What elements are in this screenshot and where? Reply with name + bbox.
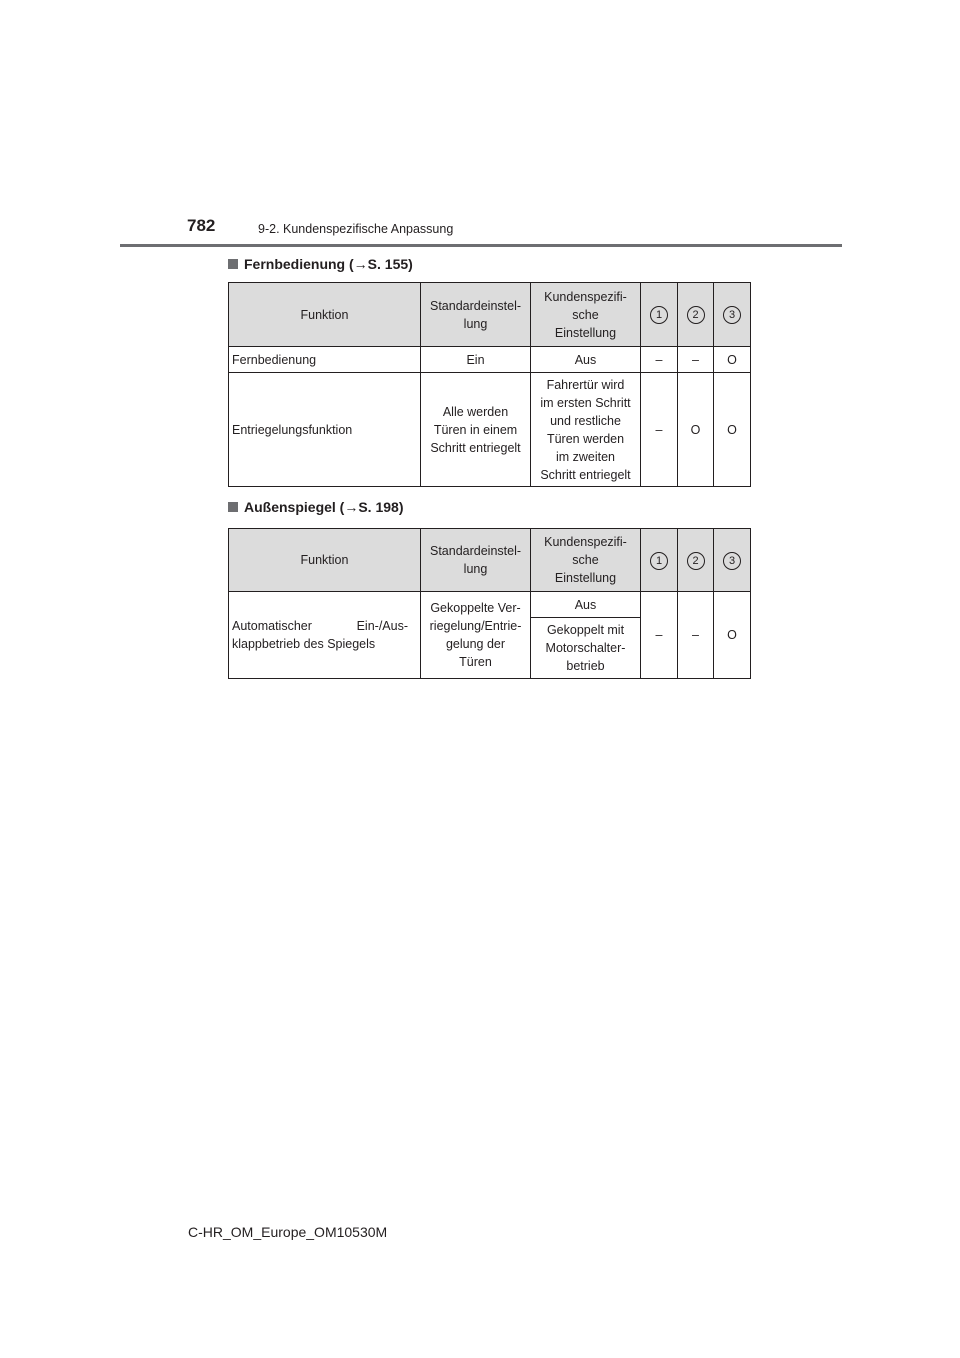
circled-number: 3 (723, 552, 741, 570)
cell-default: Alle werden Türen in einem Schritt entriegelt (421, 373, 531, 487)
square-bullet-icon (228, 502, 238, 512)
column-header: Kundenspezifi- sche Einstellung (531, 283, 641, 347)
table-aussenspiegel (228, 528, 751, 679)
table-header-row (229, 529, 751, 592)
cell-function: Entriegelungsfunktion (229, 373, 421, 487)
cell-function: Fernbedienung (229, 347, 421, 373)
cell-c3: O (714, 592, 751, 679)
heading-text: Außenspiegel (→S. 198) (244, 499, 404, 515)
cell-c2: – (678, 592, 714, 679)
cell-c2: – (678, 347, 714, 373)
column-header: Funktion (229, 283, 421, 347)
heading-fernbedienung (228, 256, 413, 272)
circled-number: 3 (723, 306, 741, 324)
cell-custom: Gekoppelt mit Motorschalter- betrieb (531, 618, 641, 679)
column-header (714, 283, 751, 347)
cell-default: Ein (421, 347, 531, 373)
column-header (714, 529, 751, 592)
circled-number: 1 (650, 552, 668, 570)
cell-custom: Aus (531, 592, 641, 618)
column-header (641, 283, 678, 347)
column-header (678, 283, 714, 347)
column-header: Standardeinstel- lung (421, 529, 531, 592)
column-header: Funktion (229, 529, 421, 592)
cell-c3: O (714, 373, 751, 487)
circled-number: 2 (687, 552, 705, 570)
square-bullet-icon (228, 259, 238, 269)
cell-c1: – (641, 592, 678, 679)
cell-c1: – (641, 347, 678, 373)
cell-c3: O (714, 347, 751, 373)
cell-c2: O (678, 373, 714, 487)
header-rule (120, 244, 842, 247)
column-header: Kundenspezifi- sche Einstellung (531, 529, 641, 592)
table-fernbedienung (228, 282, 751, 487)
heading-text: Fernbedienung (→S. 155) (244, 256, 413, 272)
table-row (229, 373, 751, 487)
column-header: Standardeinstel- lung (421, 283, 531, 347)
circled-number: 1 (650, 306, 668, 324)
cell-custom: Fahrertür wird im ersten Schritt und restliche Türen werden im zweiten Schritt entriegelt (531, 373, 641, 487)
cell-default: Gekoppelte Ver- riegelung/Entrie- gelung der Türen (421, 592, 531, 679)
table-row (229, 592, 751, 618)
heading-aussenspiegel (228, 499, 403, 515)
section-title: 9-2. Kundenspezifische Anpassung (258, 222, 454, 236)
table-header-row (229, 283, 751, 347)
circled-number: 2 (687, 306, 705, 324)
footer-doc-id: C-HR_OM_Europe_OM10530M (188, 1224, 388, 1240)
column-header (678, 529, 714, 592)
page-number: 782 (187, 216, 216, 235)
cell-function: Automatischer Ein-/Aus-klappbetrieb des Spiegels (229, 592, 421, 679)
cell-c1: – (641, 373, 678, 487)
table-row (229, 347, 751, 373)
column-header (641, 529, 678, 592)
cell-custom: Aus (531, 347, 641, 373)
